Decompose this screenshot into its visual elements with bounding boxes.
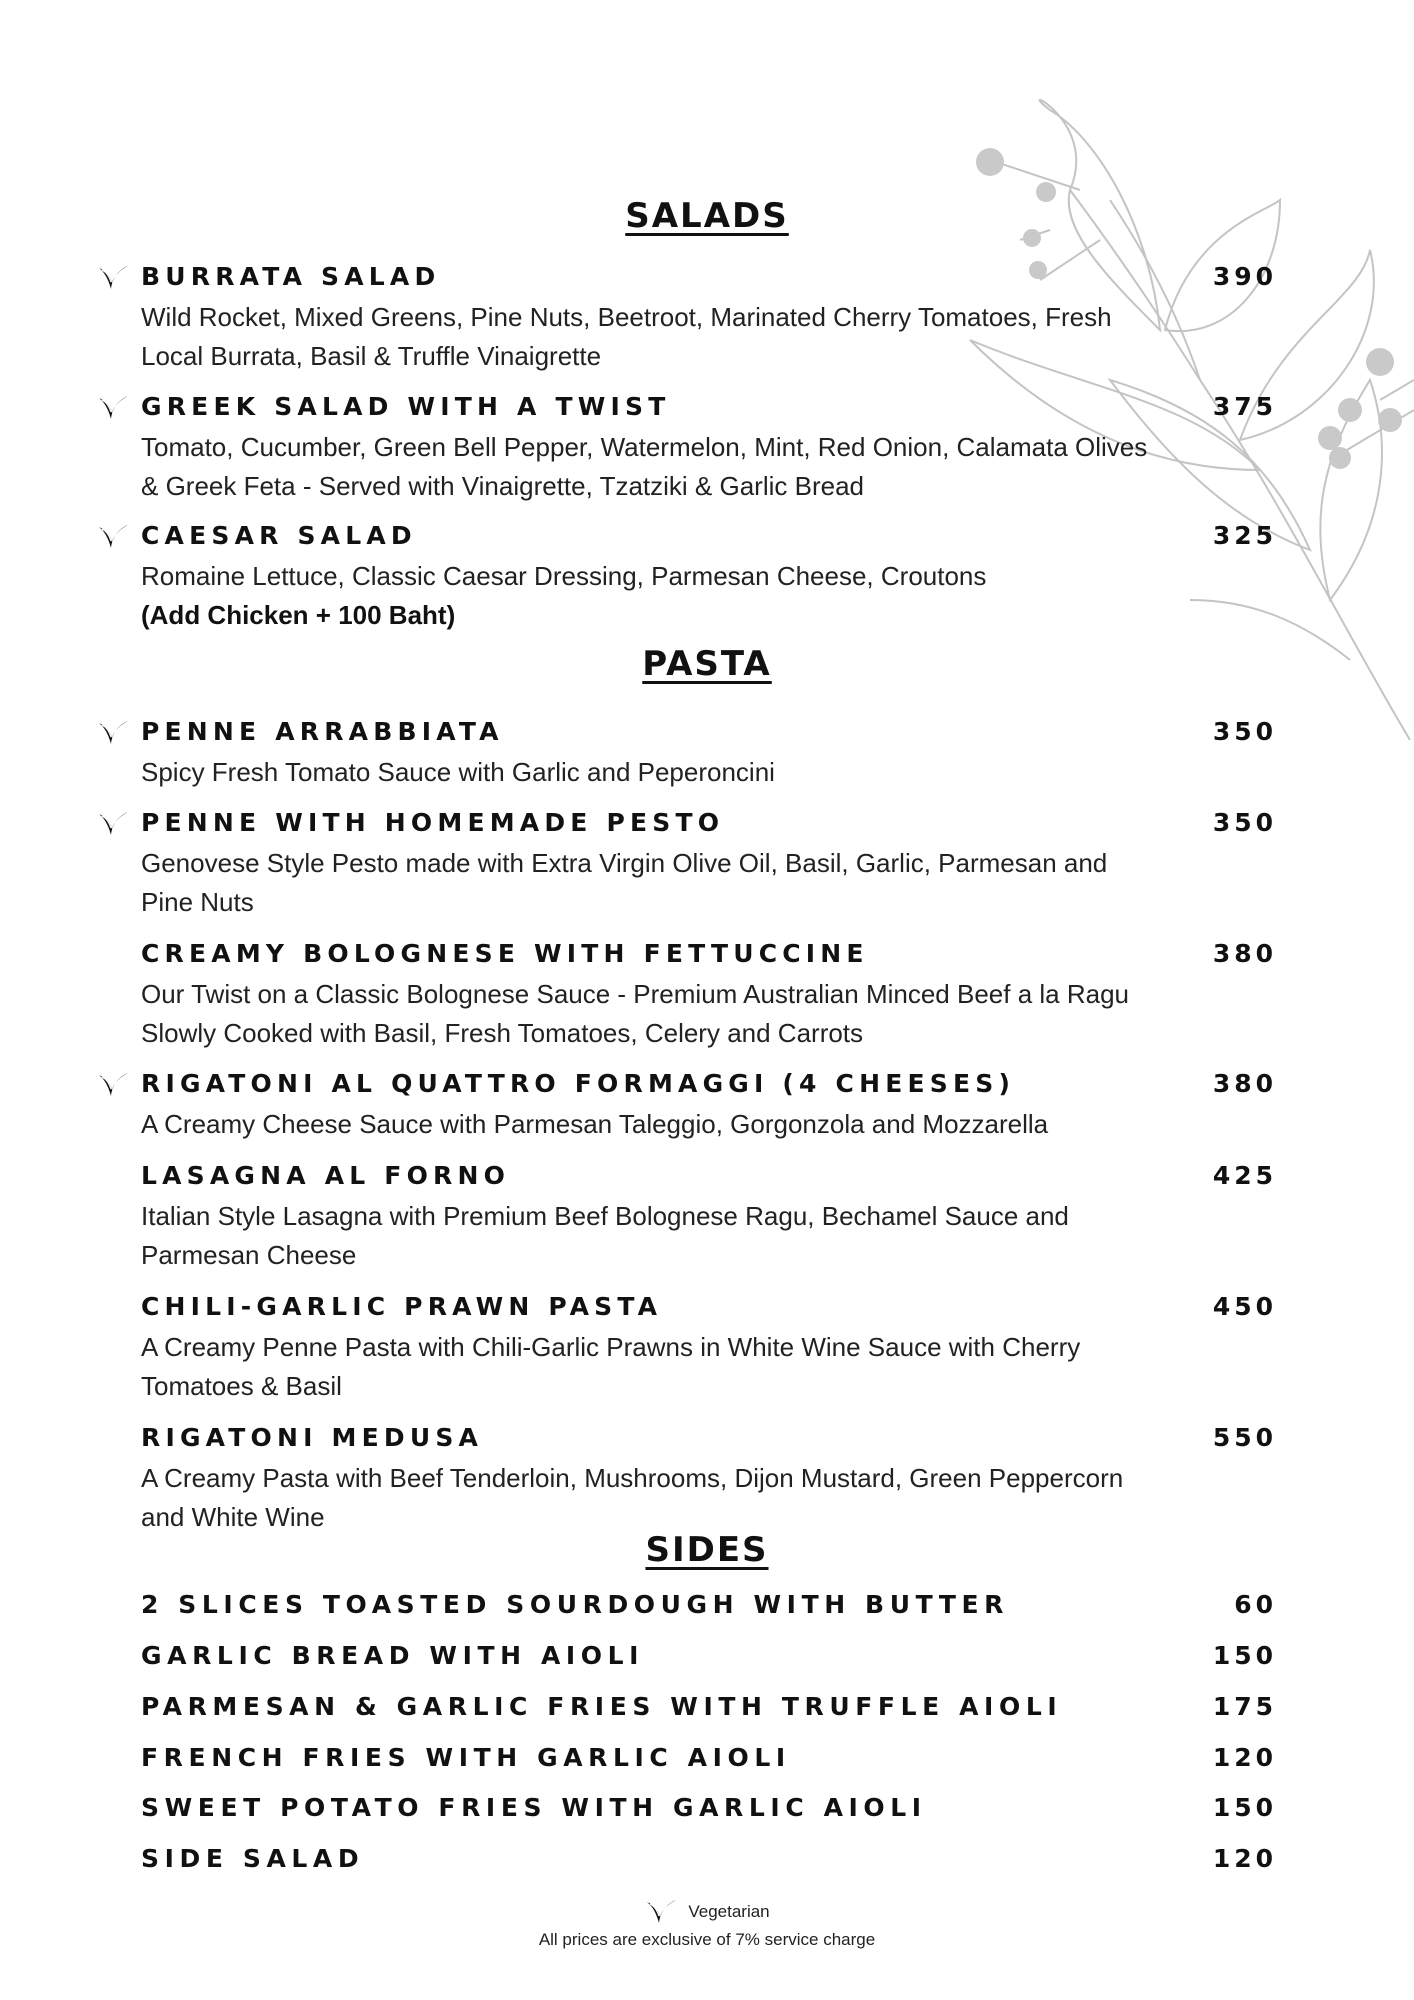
item-price: 350	[1212, 717, 1277, 746]
vegetarian-leaf-icon	[96, 810, 130, 838]
item-price: 390	[1212, 262, 1277, 291]
item-price: 550	[1212, 1423, 1277, 1452]
item-description: A Creamy Pasta with Beef Tenderloin, Mushrooms, Dijon Mustard, Green Peppercorn and White Wine	[141, 1463, 1124, 1532]
item-price: 150	[1212, 1793, 1277, 1822]
item-name: FRENCH FRIES WITH GARLIC AIOLI	[141, 1743, 791, 1772]
vegetarian-leaf-icon	[96, 719, 130, 747]
vegetarian-legend	[0, 1898, 1414, 1926]
section-title-sides: SIDES	[645, 1530, 769, 1570]
item-name: GREEK SALAD WITH A TWIST	[141, 392, 671, 421]
item-description: A Creamy Penne Pasta with Chili-Garlic Prawns in White Wine Sauce with Cherry Tomatoes & Basil	[141, 1332, 1081, 1401]
item-name: GARLIC BREAD WITH AIOLI	[141, 1641, 645, 1670]
item-name: CHILI-GARLIC PRAWN PASTA	[141, 1292, 663, 1321]
item-name: RIGATONI AL QUATTRO FORMAGGI (4 CHEESES)	[141, 1069, 1016, 1098]
item-price: 380	[1212, 1069, 1277, 1098]
item-add-on-note: (Add Chicken + 100 Baht)	[141, 600, 456, 630]
item-price: 350	[1212, 808, 1277, 837]
vegetarian-leaf-icon	[96, 394, 130, 422]
item-name: PENNE ARRABBIATA	[141, 717, 504, 746]
item-price: 60	[1234, 1590, 1277, 1619]
item-price: 380	[1212, 939, 1277, 968]
item-price: 150	[1212, 1641, 1277, 1670]
item-name: RIGATONI MEDUSA	[141, 1423, 484, 1452]
item-name: PARMESAN & GARLIC FRIES WITH TRUFFLE AIOLI	[141, 1692, 1063, 1721]
vegetarian-legend-label: Vegetarian	[688, 1902, 770, 1921]
vegetarian-leaf-icon	[96, 264, 130, 292]
item-name: LASAGNA AL FORNO	[141, 1161, 511, 1190]
item-name: 2 SLICES TOASTED SOURDOUGH WITH BUTTER	[141, 1590, 1010, 1619]
item-price: 375	[1212, 392, 1277, 421]
vegetarian-leaf-icon	[96, 523, 130, 551]
item-price: 450	[1212, 1292, 1277, 1321]
section-title-pasta: PASTA	[642, 644, 772, 684]
item-description: Italian Style Lasagna with Premium Beef Bolognese Ragu, Bechamel Sauce and Parmesan Cheese	[141, 1201, 1069, 1270]
item-name: CREAMY BOLOGNESE WITH FETTUCCINE	[141, 939, 869, 968]
item-description: Genovese Style Pesto made with Extra Virgin Olive Oil, Basil, Garlic, Parmesan and Pine Nuts	[141, 848, 1108, 917]
item-price: 325	[1212, 521, 1277, 550]
item-price: 175	[1212, 1692, 1277, 1721]
vegetarian-leaf-icon	[644, 1898, 678, 1926]
item-description: Wild Rocket, Mixed Greens, Pine Nuts, Beetroot, Marinated Cherry Tomatoes, Fresh Local Burrata, Basil & Truffle Vinaigrette	[141, 302, 1112, 371]
item-price: 120	[1212, 1844, 1277, 1873]
item-name: SWEET POTATO FRIES WITH GARLIC AIOLI	[141, 1793, 927, 1822]
section-title-salads: SALADS	[625, 196, 789, 236]
item-name: BURRATA SALAD	[141, 262, 441, 291]
item-description: Spicy Fresh Tomato Sauce with Garlic and Peperoncini	[141, 757, 775, 787]
item-price: 425	[1212, 1161, 1277, 1190]
item-description: Tomato, Cucumber, Green Bell Pepper, Watermelon, Mint, Red Onion, Calamata Olives & Greek Feta - Served with Vinaigrette, Tzatziki & Garlic Bread	[141, 432, 1148, 501]
item-name: PENNE WITH HOMEMADE PESTO	[141, 808, 725, 837]
item-description: A Creamy Cheese Sauce with Parmesan Taleggio, Gorgonzola and Mozzarella	[141, 1109, 1049, 1139]
vegetarian-leaf-icon	[96, 1071, 130, 1099]
item-description: Our Twist on a Classic Bolognese Sauce - Premium Australian Minced Beef a la Ragu Slowly Cooked with Basil, Fresh Tomatoes, Celery and Carrots	[141, 979, 1129, 1048]
item-description-text: Romaine Lettuce, Classic Caesar Dressing, Parmesan Cheese, Croutons	[141, 561, 987, 591]
item-price: 120	[1212, 1743, 1277, 1772]
service-charge-note: All prices are exclusive of 7% service charge	[538, 1930, 876, 1949]
item-name: SIDE SALAD	[141, 1844, 365, 1873]
item-description	[141, 557, 1161, 635]
item-name: CAESAR SALAD	[141, 521, 417, 550]
